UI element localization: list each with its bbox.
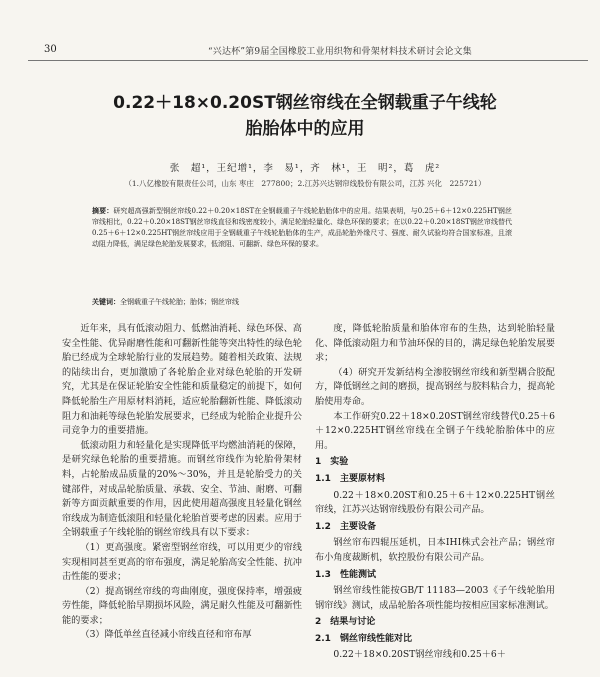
paragraph: （3）降低单丝直径减小帘线直径和帘布厚 (80, 629, 252, 641)
keywords-label: 关键词： (92, 297, 120, 306)
paragraph: 近年来，具有低滚动阻力、低燃油消耗、绿色环保、高安全性能、优异耐磨性能和可翻新性能等突出特性的绿色轮胎已经成为全球轮胎行业的发展趋势。随着相关政策、法规的陆续出台，更加激励了各轮胎企业对绿色轮胎的开发研究，尤其是在保证轮胎安全性能和质量稳定的前提下，如何降低轮胎生产用原材料消耗，适应轮胎翻新性能、降低滚动阻力和油耗等绿色轮胎发展要求，已经成为轮胎企业提升公司竞争力的重要措施。 (62, 323, 302, 437)
paragraph: 度，降低轮胎质量和胎体帘布的生热，达到轮胎轻量化、降低滚动阻力和节油环保的目的，满足绿色轮胎发展要求； (315, 323, 555, 364)
subsection-heading: 1.3 性能测试 (315, 569, 376, 580)
title-line-2: 胎胎体中的应用 (245, 119, 365, 139)
title-line-1: 0.22＋18×0.20ST钢丝帘线在全钢载重子午线轮 (113, 93, 497, 113)
keywords-text: 全钢载重子午线轮胎；胎体；钢丝帘线 (120, 298, 239, 306)
paragraph: 0.22＋18×0.20ST钢丝帘线和0.25＋6＋ (333, 649, 506, 661)
left-column (62, 322, 302, 643)
paragraph: 低滚动阻力和轻量化是实现降低平均燃油消耗的保障，是研究绿色轮胎的重要措施。而钢丝帘线作为轮胎骨架材料，占轮胎成品质量的20%～30%，并且是轮胎受力的关键部件，对成品轮胎质量、承载、安全、节油、耐磨、可翻新等方面贡献重要的作用，因此使用超高强度且轻量化钢丝帘线成为制造低滚阻和轻量化轮胎首要考虑的因素。应用于全钢载重子午线轮胎的钢丝帘线具有以下要求： (62, 439, 302, 539)
header-rule (28, 60, 588, 61)
paragraph: （4）研究开发新结构全渗胶钢丝帘线和新型耦合胶配方，降低钢丝之间的磨损，提高钢丝与胶料粘合力，提高轮胎使用寿命。 (315, 366, 555, 407)
abstract-text: 研究超高强新型钢丝帘线0.22＋0.20×18ST在全钢载重子午线轮胎胎体中的应用。结果表明，与0.25＋6＋12×0.225HT钢丝帘线相比，0.22＋0.20×18ST钢丝帘线直径和线密度较小，满足轮胎轻量化、绿色环保的要求；在以0.22＋0.20×18ST钢丝帘线替代0.25＋6＋12×0.225HT钢丝帘线应用于全钢载重子午线轮胎胎体的生产，成品轮胎外缘尺寸、强度、耐久试验均符合国家标准，且滚动阻力降低，满足绿色轮胎发展要求，低滚阻、可翻新、绿色环保的要求。 (92, 207, 512, 248)
right-column (315, 322, 555, 663)
section-heading: 2 结果与讨论 (315, 617, 376, 628)
abstract (92, 205, 512, 250)
subsection-heading: 1.2 主要设备 (315, 521, 376, 532)
page-number: 30 (44, 44, 57, 55)
author-list: 张 超¹，王纪增¹，李 易¹，齐 林¹，王 明²，葛 虎² (169, 163, 441, 174)
keywords (92, 297, 512, 307)
paragraph: （1）更高强度。紧密型钢丝帘线，可以用更少的帘线实现相同甚至更高的帘布强度，满足轮胎高安全性能、抗冲击性能的要求； (62, 541, 302, 583)
running-title: “兴达杯”第9届全国橡胶工业用织物和骨架材料技术研讨会论文集 (208, 47, 472, 57)
paragraph: 钢丝帘线性能按GB/T 11183—2003《子午线轮胎用钢帘线》测试，成品轮胎各项性能均按相应国家标准测试。 (315, 585, 555, 611)
paragraph: （2）提高钢丝帘线的弯曲刚度，强度保持率，增强疲劳性能，降低轮胎早期损坏风险，满足耐久性能及可翻新性能的要求； (62, 585, 302, 626)
abstract-label: 摘要： (92, 206, 114, 215)
subsection-heading: 1.1 主要原材料 (315, 473, 385, 484)
subsection-heading: 2.1 钢丝帘线性能对比 (315, 633, 412, 644)
paragraph: 钢丝帘布四辊压延机，日本IHI株式会社产品；钢丝帘布小角度裁断机，软控股份有限公司产品。 (315, 537, 555, 563)
paper-title (40, 90, 570, 142)
paragraph: 本工作研究0.22＋18×0.20ST钢丝帘线替代0.25＋6＋12×0.225HT钢丝帘线在全钢子午线轮胎胎体中的应用。 (315, 410, 555, 451)
paragraph: 0.22＋18×0.20ST和0.25＋6＋12×0.225HT钢丝帘线，江苏兴达钢帘线股份有限公司产品。 (315, 489, 555, 516)
page-header (28, 44, 588, 58)
section-heading: 1 实验 (315, 457, 349, 468)
affiliation: （1.八亿橡胶有限责任公司，山东 枣庄 277800；2.江苏兴达钢帘线股份有限公司，江苏 兴化 225721） (124, 179, 486, 188)
